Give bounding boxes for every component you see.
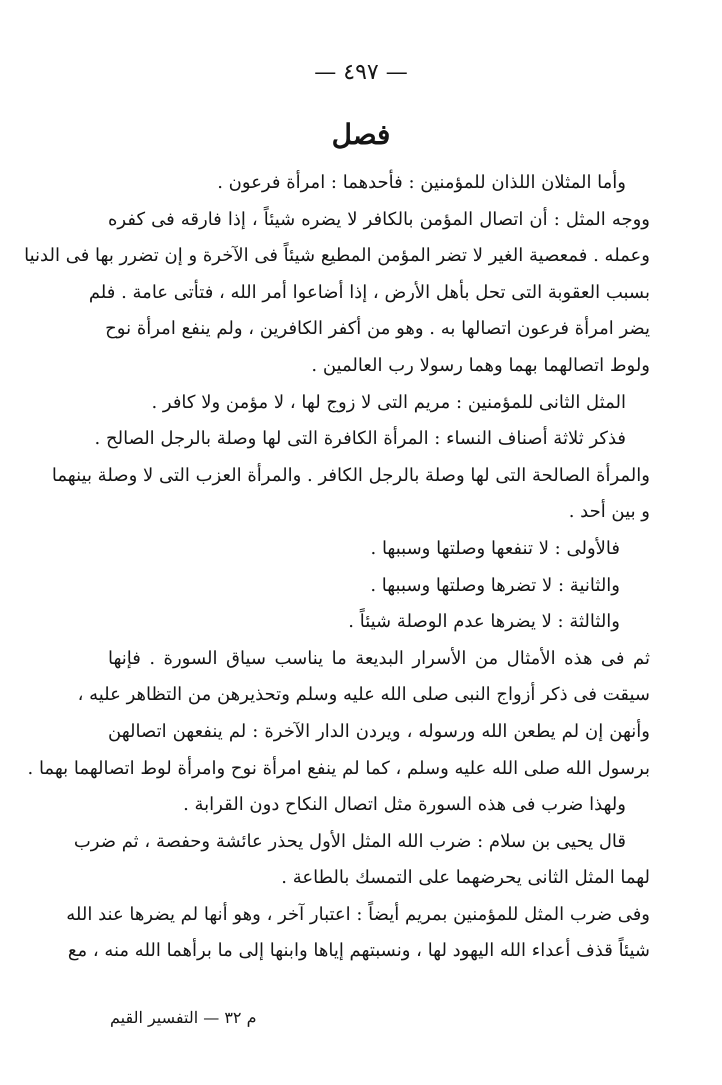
text-line: المثل الثانى للمؤمنين : مريم التى لا زوج لها ، لا مؤمن ولا كافر .	[151, 391, 626, 413]
text-line: والثانية : لا تضرها وصلتها وسببها .	[370, 574, 620, 596]
text-line: والمرأة الصالحة التى لها وصلة بالرجل الكافر . والمرأة العزب التى لا وصلة بينهما	[51, 464, 650, 486]
text-line: قال يحيى بن سلام : ضرب الله المثل الأول يحذر عائشة وحفصة ، ثم ضرب	[73, 830, 626, 852]
text-line: وأما المثلان اللذان للمؤمنين : فأحدهما : امرأة فرعون .	[217, 172, 626, 193]
body-text	[24, 165, 650, 970]
text-line: سيقت فى ذكر أزواج النبى صلى الله عليه وسلم وتحذيرهن من التظاهر عليه ،	[77, 684, 650, 706]
text-line: والثالثة : لا يضرها عدم الوصلة شيئاً .	[348, 611, 620, 633]
text-line: ثم فى هذه الأمثال من الأسرار البديعة ما يناسب سياق السورة . فإنها	[108, 647, 650, 669]
text-line: بسبب العقوبة التى تحل بأهل الأرض ، إذا أضاعوا أمر الله ، فتأتى عامة . فلم	[88, 281, 650, 303]
text-line: ولهذا ضرب فى هذه السورة مثل اتصال النكاح دون القرابة .	[183, 794, 626, 816]
text-line: شيئاً قذف أعداء الله اليهود لها ، ونسبتهم إياها وابنها إلى ما برأهما الله منه ، مع	[67, 940, 650, 962]
text-line: و بين أحد .	[568, 501, 650, 523]
footer-signature: م ٣٢ — التفسير القيم	[110, 1008, 257, 1027]
text-line: ولوط اتصالهما بهما وهما رسولا رب العالمين .	[311, 354, 650, 376]
text-line: برسول الله صلى الله عليه وسلم ، كما لم ينفع امرأة نوح وامرأة لوط اتصالهما بهما .	[27, 757, 650, 779]
page-number: — ٤٩٧ —	[314, 60, 408, 85]
text-line: فذكر ثلاثة أصناف النساء : المرأة الكافرة التى لها وصلة بالرجل الصالح .	[94, 428, 626, 450]
text-line: ووجه المثل : أن اتصال المؤمن بالكافر لا يضره شيئاً ، إذا فارقه فى كفره	[108, 208, 650, 230]
text-line: لهما المثل الثانى يحرضهما على التمسك بالطاعة .	[281, 867, 650, 889]
section-title: فصل	[331, 118, 391, 151]
text-line: وعمله . فمعصية الغير لا تضر المؤمن المطيع شيئاً فى الآخرة و إن تضرر بها فى الدنيا	[24, 245, 650, 267]
text-line: وفى ضرب المثل للمؤمنين بمريم أيضاً : اعتبار آخر ، وهو أنها لم يضرها عند الله	[66, 903, 650, 925]
text-line: يضر امرأة فرعون اتصالها به . وهو من أكفر الكافرين ، ولم ينفع امرأة نوح	[105, 318, 650, 340]
text-line: فالأولى : لا تنفعها وصلتها وسببها .	[370, 537, 620, 559]
text-line: وأنهن إن لم يطعن الله ورسوله ، ويردن الدار الآخرة : لم ينفعهن اتصالهن	[108, 720, 650, 742]
